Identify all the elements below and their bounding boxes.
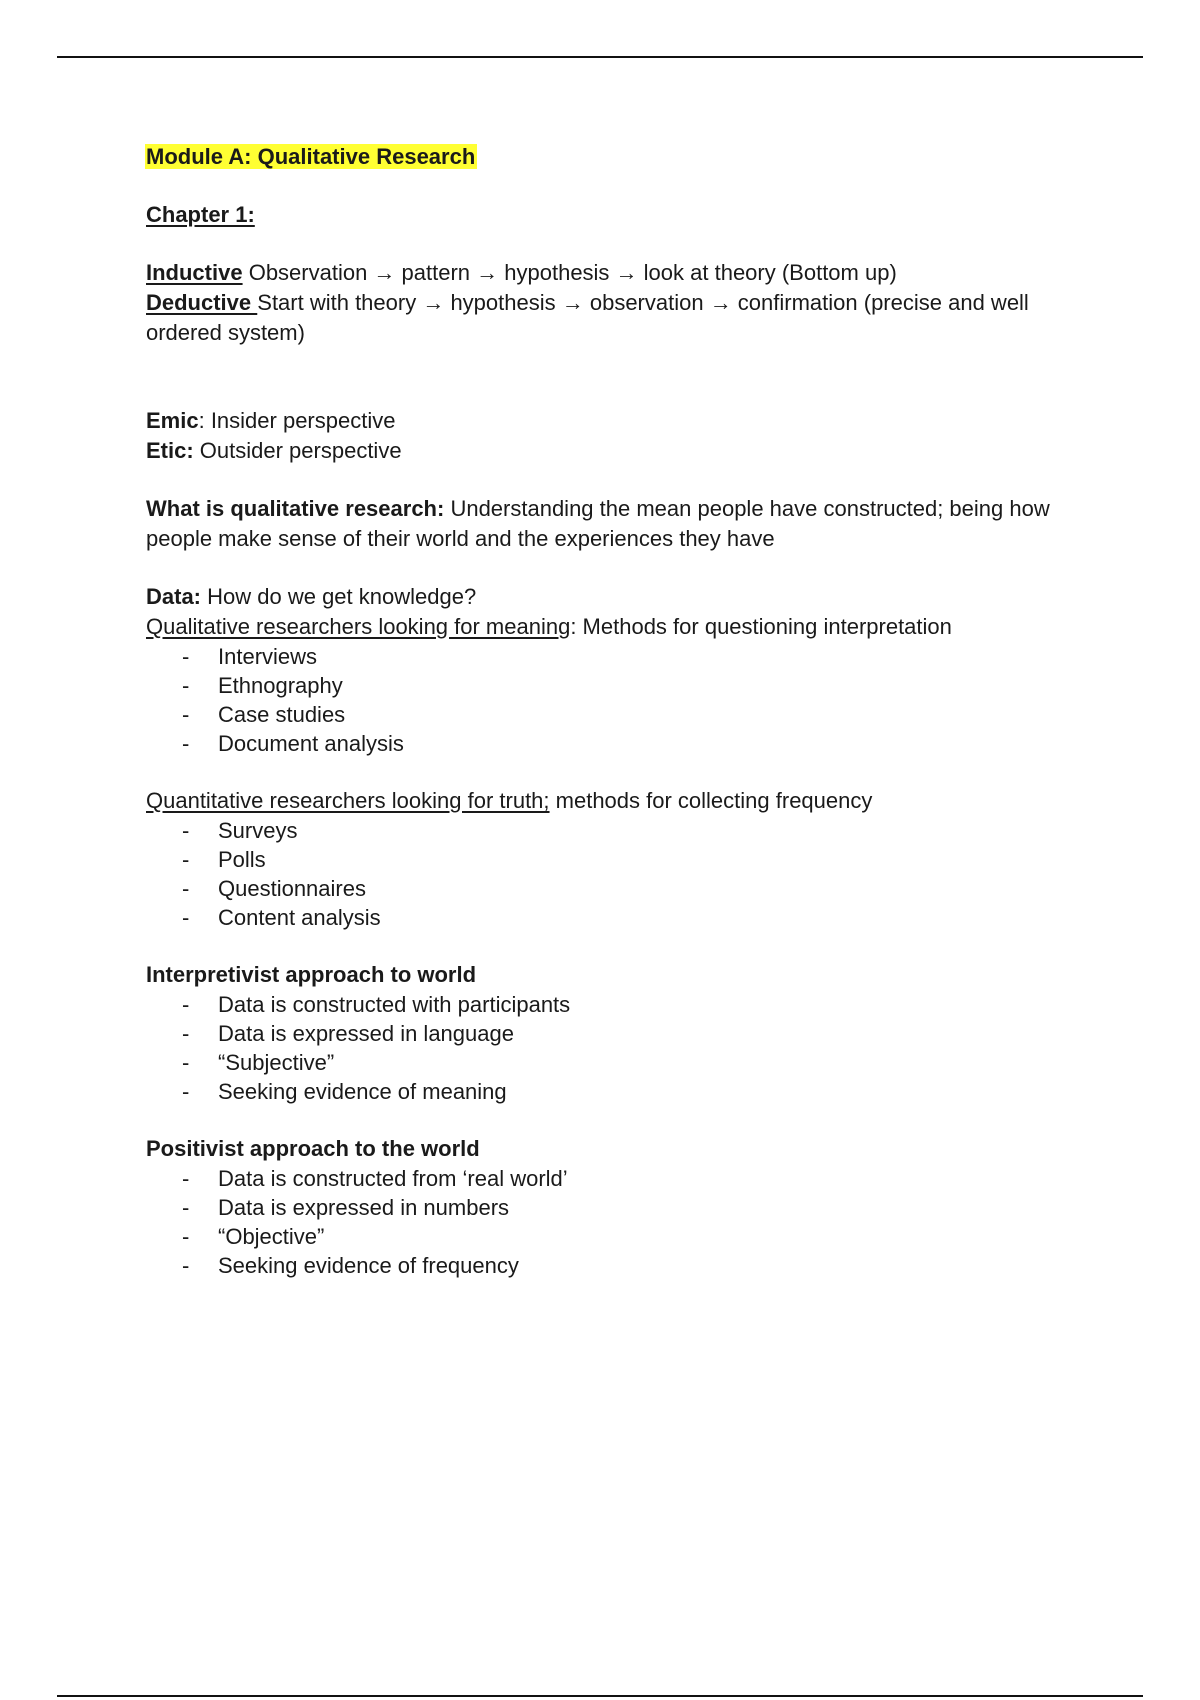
qual-def-term: What is qualitative research: — [146, 496, 445, 521]
list-item: - Data is expressed in numbers — [146, 1193, 1086, 1222]
positivist-heading: Positivist approach to the world — [146, 1136, 480, 1161]
list-item: - “Subjective” — [146, 1048, 1086, 1077]
list-item: - Questionnaires — [146, 874, 1086, 903]
interpretivist-heading: Interpretivist approach to world — [146, 962, 477, 987]
emic-line — [146, 406, 1086, 436]
data-line — [146, 582, 1086, 612]
list-item: - Case studies — [146, 700, 1086, 729]
data-text: How do we get knowledge? — [201, 584, 477, 609]
list-item: - “Objective” — [146, 1222, 1086, 1251]
document-page — [146, 142, 1086, 1280]
chapter-title: Chapter 1: — [146, 202, 255, 227]
etic-term: Etic: — [146, 438, 194, 463]
list-item: - Content analysis — [146, 903, 1086, 932]
qualitative-heading-line — [146, 612, 1086, 642]
bottom-rule — [57, 1695, 1143, 1697]
module-title: Module A: Qualitative Research — [146, 144, 476, 169]
quantitative-heading-line — [146, 786, 1086, 816]
list-item: - Surveys — [146, 816, 1086, 845]
list-item: - Document analysis — [146, 729, 1086, 758]
qualitative-text: : Methods for questioning interpretation — [570, 614, 952, 639]
list-item: - Interviews — [146, 642, 1086, 671]
inductive-term: Inductive — [146, 260, 243, 285]
module-title-line — [146, 142, 1086, 172]
quantitative-heading: Quantitative researchers looking for truth; — [146, 788, 550, 813]
list-item: - Polls — [146, 845, 1086, 874]
quantitative-text: methods for collecting frequency — [549, 788, 873, 813]
etic-text: Outsider perspective — [193, 438, 402, 463]
inductive-text: Observation → pattern → hypothesis → look at theory (Bottom up) — [248, 260, 897, 285]
quantitative-methods-list — [146, 816, 1086, 932]
data-term: Data: — [146, 584, 202, 609]
chapter-title-line — [146, 200, 1086, 230]
qual-def-text: Understanding the mean people have constructed; being how people make sense of their world and the experiences they have — [146, 496, 1050, 551]
list-item: - Data is constructed with participants — [146, 990, 1086, 1019]
list-item: - Data is constructed from ‘real world’ — [146, 1164, 1086, 1193]
positivist-list — [146, 1164, 1086, 1280]
deductive-text: Start with theory → hypothesis → observation → confirmation (precise and well ordered system) — [146, 290, 1029, 345]
list-item: - Ethnography — [146, 671, 1086, 700]
interpretivist-list — [146, 990, 1086, 1106]
inductive-line — [146, 258, 1086, 288]
list-item: - Seeking evidence of meaning — [146, 1077, 1086, 1106]
emic-term: Emic — [146, 408, 199, 433]
list-item: - Data is expressed in language — [146, 1019, 1086, 1048]
list-item: - Seeking evidence of frequency — [146, 1251, 1086, 1280]
qualitative-definition — [146, 494, 1086, 554]
top-rule — [57, 56, 1143, 58]
deductive-line — [146, 288, 1086, 348]
deductive-term: Deductive — [146, 290, 258, 315]
etic-line — [146, 436, 1086, 466]
qualitative-heading: Qualitative researchers looking for meaning — [146, 614, 571, 639]
qualitative-methods-list — [146, 642, 1086, 758]
emic-text: : Insider perspective — [198, 408, 396, 433]
